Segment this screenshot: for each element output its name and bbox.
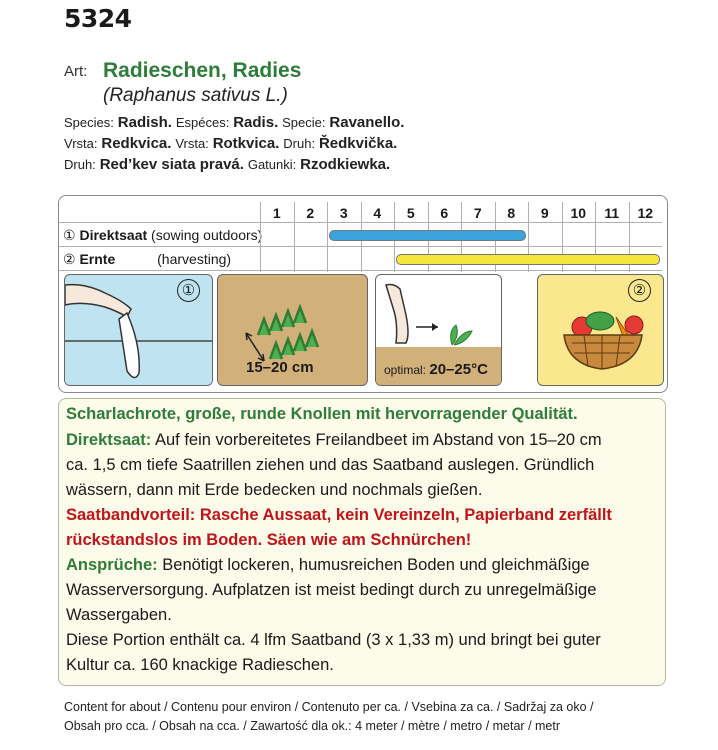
month-label: 7 [473,205,482,221]
calendar-row-harvesting [63,251,231,268]
step-badge-2: ② [628,279,651,302]
section-head-ansprueche: Ansprüche: [66,556,158,574]
month-label: 4 [373,205,382,221]
harvest-illustration [537,274,664,386]
art-latin-name: (Raphanus sativus L.) [103,85,288,106]
translation-label: Specie: [282,115,326,130]
advantage-line: rückstandslos im Boden. Säen wie am Schnürchen! [66,531,472,549]
row-name: Direktsaat [79,227,148,243]
content-footer-line-2: Obsah pro cca. / Obsah na cca. / Zawartość dla ok.: 4 meter / mètre / metro / metar / metr [64,719,561,733]
art-label: Art: [64,63,88,80]
sowing-illustration [64,274,213,386]
translation-label: Species: [64,115,114,130]
translation-name: Radis. [233,114,279,131]
month-label: 6 [440,205,449,221]
month-label: 3 [339,205,348,221]
description-line: Diese Portion enthält ca. 4 lfm Saatband (3 x 1,33 m) und bringt bei guter [66,631,601,649]
step-badge-1: ① [177,279,200,302]
translation-label: Vrsta: [64,136,98,151]
month-label: 2 [306,205,315,221]
month-label: 10 [570,205,587,221]
month-label: 8 [507,205,516,221]
spacing-label: 15–20 cm [246,359,314,376]
month-label: 5 [406,205,415,221]
harvesting-period-bar [396,254,660,265]
section-head-direktsaat: Direktsaat: [66,431,152,449]
translation-label: Espéces: [175,115,230,130]
translation-name: Radish. [117,114,172,131]
translation-label: Druh: [283,136,316,151]
translation-name: Ravanello. [329,114,405,131]
art-name: Radieschen, Radies [103,59,302,82]
month-label: 9 [540,205,549,221]
spacing-illustration [217,274,368,386]
growing-calendar-panel [58,195,668,393]
translation-label: Vrsta: [175,136,209,151]
description-line: Wasserversorgung. Aufplatzen ist meist bedingt durch zu unregelmäßige [66,581,597,599]
row-note: (harvesting) [157,251,232,267]
description-line: Kultur ca. 160 knackige Radieschen. [66,656,334,674]
row-number: ② [63,251,76,267]
translation-name: Rzodkiewka. [300,156,391,173]
month-label: 11 [604,205,620,221]
section-body: Benötigt lockeren, humusreichen Boden und gleichmäßige [157,556,590,574]
advantage-line: Saatbandvorteil: Rasche Aussaat, kein Vereinzeln, Papierband zerfällt [66,506,612,524]
calendar-row-sowing [63,227,262,244]
optimal-value: 20–25°C [429,361,488,378]
description-line [66,431,602,450]
translation-label: Gatunki: [247,157,297,172]
row-name: Ernte [79,251,116,267]
optimal-temperature [384,361,488,378]
description-line: wässern, dann mit Erde bedecken und nochmals gießen. [66,481,483,499]
row-number: ① [63,227,76,243]
section-body: Auf fein vorbereitetes Freilandbeet im Abstand von 15–20 cm [151,431,602,449]
translation-name: Rotkvica. [212,135,280,152]
translations-line-3 [64,156,390,173]
description-headline: Scharlachrote, große, runde Knollen mit hervorragender Qualität. [66,405,578,423]
sowing-period-bar [329,230,526,241]
row-note: (sowing outdoors) [151,227,263,243]
translations-line-1 [64,114,404,131]
description-line [66,556,590,575]
optimal-label: optimal: [384,363,427,377]
description-box [58,398,666,686]
translations-line-2 [64,135,397,152]
month-label: 12 [637,205,654,221]
description-line: ca. 1,5 cm tiefe Saatrillen ziehen und das Saatband auslegen. Gründlich [66,456,595,474]
month-label: 1 [272,205,281,221]
content-footer-line-1: Content for about / Contenu pour environ / Contenuto per ca. / Vsebina za ca. / Sadržaj za oko / [64,700,594,714]
translation-name: Redkvica. [101,135,172,152]
translation-name: Ředkvička. [318,135,398,152]
translation-label: Druh: [64,157,96,172]
translation-name: Red’kev siata pravá. [99,156,244,173]
description-line: Wassergaben. [66,606,172,624]
article-code: 5324 [64,4,132,33]
temperature-illustration [375,274,502,386]
